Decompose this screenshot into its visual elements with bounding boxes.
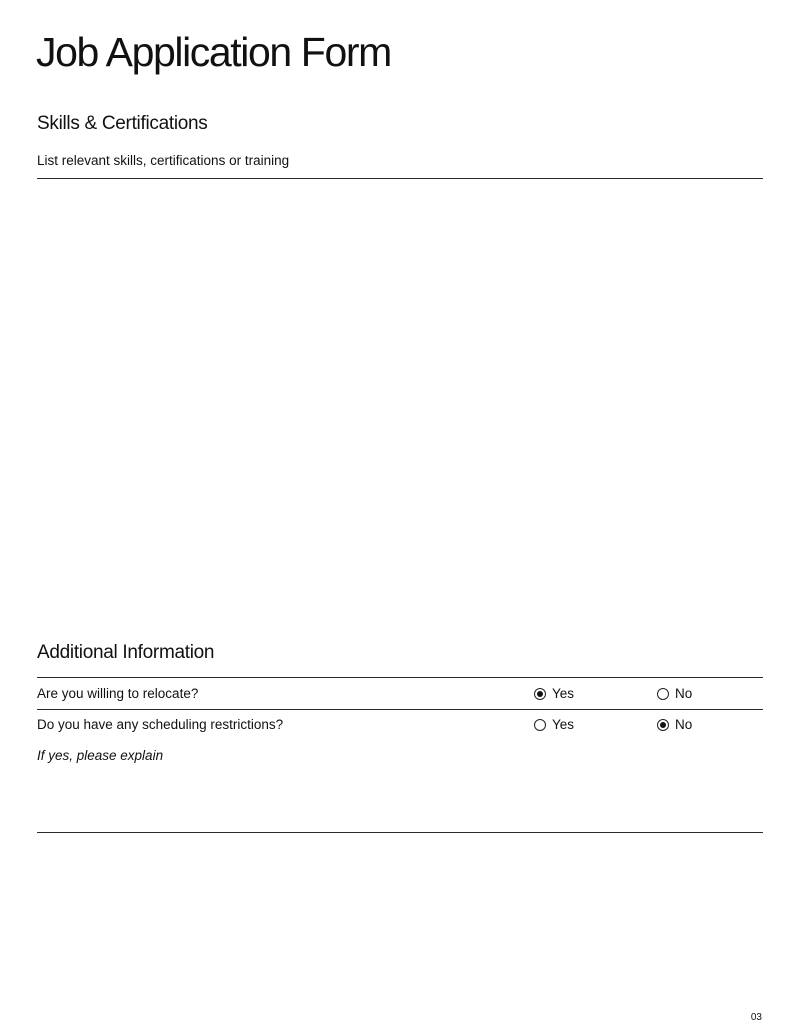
- scheduling-no-radio-icon[interactable]: [657, 719, 669, 731]
- additional-section-heading: Additional Information: [37, 642, 215, 663]
- scheduling-yes-option[interactable]: [534, 716, 574, 734]
- relocate-no-label: No: [675, 686, 693, 701]
- scheduling-no-option[interactable]: [657, 716, 692, 734]
- explain-textarea[interactable]: [37, 768, 763, 830]
- explain-label: If yes, please explain: [37, 748, 164, 763]
- scheduling-no-label: No: [675, 717, 693, 732]
- page-number: 03: [750, 1012, 762, 1023]
- explain-bottom-divider: [37, 832, 763, 833]
- scheduling-yes-label: Yes: [552, 717, 575, 732]
- page-title: Job Application Form: [36, 29, 391, 75]
- skills-section-heading: Skills & Certifications: [37, 113, 208, 134]
- additional-top-divider: [37, 677, 763, 678]
- scheduling-question-row: [37, 710, 763, 740]
- relocate-yes-option[interactable]: [534, 685, 574, 703]
- relocate-question-label: Are you willing to relocate?: [37, 686, 199, 701]
- scheduling-yes-radio-icon[interactable]: [534, 719, 546, 731]
- skills-textarea[interactable]: [37, 180, 763, 620]
- skills-divider: [37, 178, 763, 179]
- skills-field-label: List relevant skills, certifications or training: [37, 153, 290, 168]
- relocate-yes-radio-icon[interactable]: [534, 688, 546, 700]
- scheduling-question-label: Do you have any scheduling restrictions?: [37, 717, 284, 732]
- relocate-no-radio-icon[interactable]: [657, 688, 669, 700]
- relocate-no-option[interactable]: [657, 685, 692, 703]
- relocate-question-row: [37, 679, 763, 709]
- relocate-yes-label: Yes: [552, 686, 575, 701]
